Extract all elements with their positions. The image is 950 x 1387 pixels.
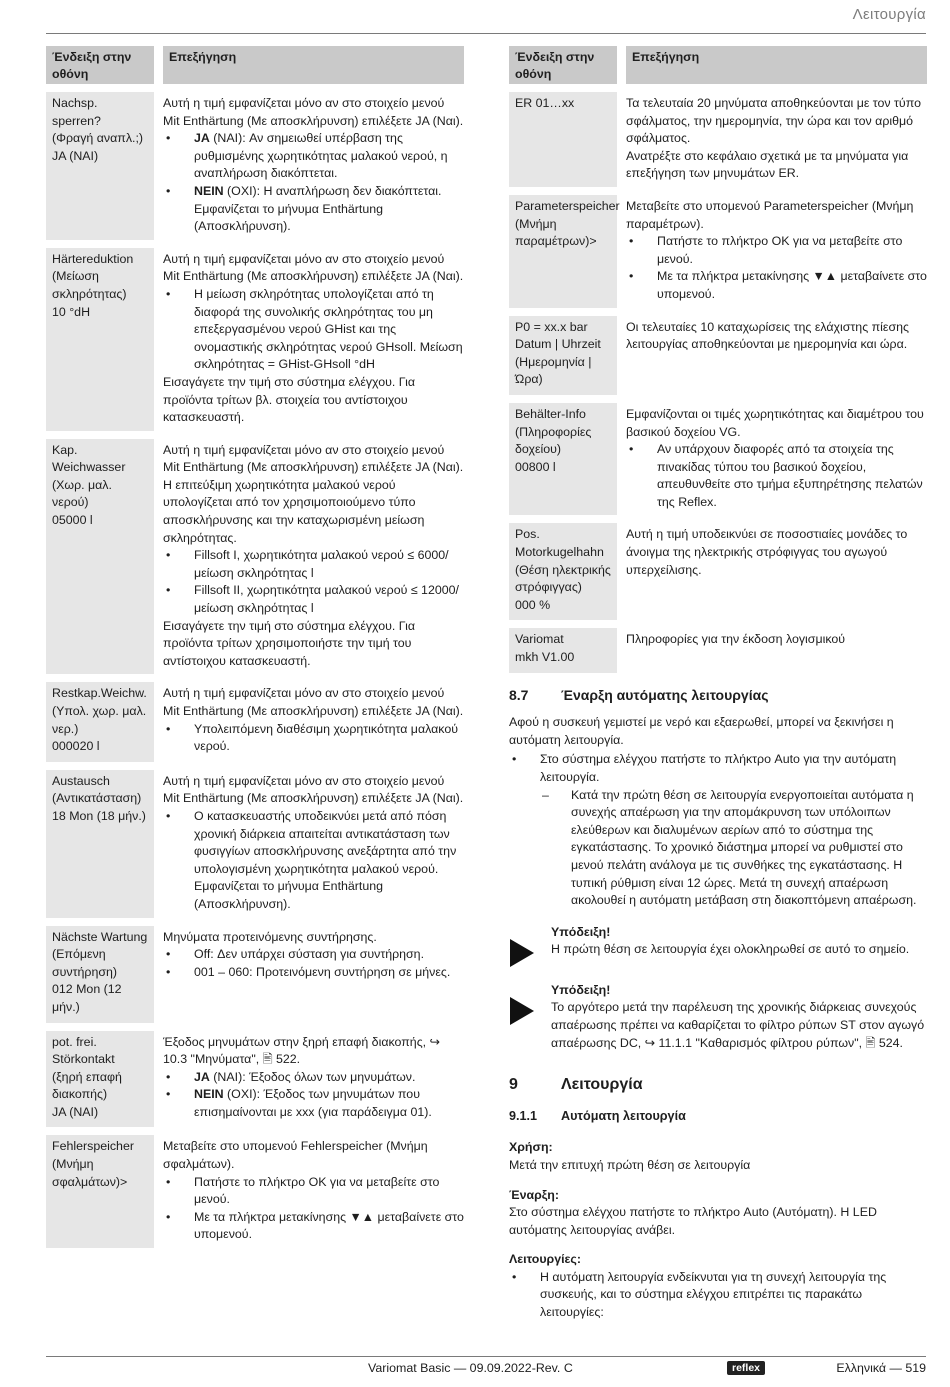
play-arrow-icon: [509, 982, 551, 1052]
section-8-7: [509, 687, 927, 1322]
bullet-list: [163, 130, 464, 236]
list-item: [163, 547, 464, 582]
explanation-cell: [163, 770, 464, 918]
left-table-header: [46, 46, 464, 84]
note-text: Η πρώτη θέση σε λειτουργία έχει ολοκληρωθεί σε αυτό το σημείο.: [551, 942, 910, 957]
display-cell: Härtereduktion (Μείωση σκληρότητας) 10 °dH: [46, 248, 154, 431]
list-item: [163, 1069, 464, 1087]
functions-label: Λειτουργίες:: [509, 1252, 582, 1267]
subsection-number: 9.1.1: [509, 1108, 538, 1123]
bullet-list: [509, 1269, 927, 1322]
table-row: [509, 523, 927, 620]
right-column: [509, 46, 927, 1334]
keyword: JA: [194, 131, 210, 146]
note-block: [509, 924, 927, 968]
display-cell: Parameterspeicher (Μνήμη παραμέτρων)>: [509, 195, 617, 308]
display-cell: Nachsp. sperren? (Φραγή αναπλ.;) JA (ΝΑΙ): [46, 92, 154, 240]
subsection-heading: [509, 1108, 927, 1126]
explanation-text: Μεταβείτε στο υπομενού Parameterspeicher (Μνήμη παραμέτρων).: [626, 198, 914, 231]
bullet-text: Fillsoft I, χωρητικότητα μαλακού νερού ≤ 6000/μείωση σκληρότητας l: [194, 548, 449, 580]
explanation-text: Εισαγάγετε την τιμή στο σύστημα ελέγχου. Για προϊόντα τρίτων χρησιμοποιήστε την τιμή του αντίστοιχου κατασκευαστή.: [163, 618, 415, 668]
display-cell: Austausch (Αντικατάσταση) 18 Mon (18 μήν.): [46, 770, 154, 918]
bullet-text: Off: Δεν υπάρχει σύσταση για συντήρηση.: [194, 947, 425, 962]
section-number: 8.7: [509, 686, 529, 703]
bullet-text: Fillsoft II, χωρητικότητα μαλακού νερού ≤ 12000/μείωση σκληρότητας l: [194, 583, 459, 616]
explanation-text: Εισαγάγετε την τιμή στο σύστημα ελέγχου. Για προϊόντα τρίτων βλ. στοιχεία του αντίστοιχου κατασκευαστή.: [163, 374, 415, 425]
display-cell: Pos. Motorkugelhahn (Θέση ηλεκτρικής στρόφιγγας) 000 %: [509, 523, 617, 620]
table-row: [46, 770, 464, 918]
list-item: [626, 441, 927, 511]
display-cell: Kap. Weichwasser (Χωρ. μαλ. νερού) 05000 l: [46, 439, 154, 675]
explanation-cell: [163, 1031, 464, 1128]
list-item: • Η αυτόματη λειτουργία ενδείκνυται για τη συνεχή λειτουργία της συσκευής, και το σύστημα ελέγχου επιτρέπει τις παρακάτω λειτουργίες:: [509, 1269, 927, 1322]
col-header-explanation: Επεξήγηση: [163, 46, 464, 84]
right-table-body: [509, 92, 927, 673]
explanation-cell: [626, 628, 927, 672]
chapter-title: Λειτουργία: [561, 1076, 643, 1094]
explanation-text: Οι τελευταίες 10 καταχωρίσεις της ελάχιστης πίεσης λειτουργίας αποθηκεύονται με ημερομηνία και ώρα.: [626, 319, 909, 352]
bullet-text: Υπολειπόμενη διαθέσιμη χωρητικότητα μαλακού νερού.: [194, 721, 458, 754]
bullet-list: [163, 946, 464, 981]
play-arrow-icon: [509, 924, 551, 968]
chapter-heading: [509, 1076, 927, 1094]
table-row: [46, 439, 464, 675]
table-row: [46, 926, 464, 1023]
explanation-cell: [163, 1135, 464, 1248]
explanation-text: Αυτή η τιμή εμφανίζεται μόνο αν στο στοιχείο μενού Mit Enthärtung (Με αποσκλήρυνση) επιλέξετε JA (Ναι).: [163, 96, 464, 128]
bullet-list: [163, 547, 464, 617]
start-text: Στο σύστημα ελέγχου πατήστε το πλήκτρο Auto (Αυτόματη). Η LED αυτόματης λειτουργίας ανάβει.: [509, 1205, 877, 1237]
explanation-cell: [163, 248, 464, 431]
footer-rule: [46, 1356, 926, 1357]
use-block: [509, 1139, 927, 1174]
chapter-number: 9: [509, 1076, 518, 1094]
bullet-text: Στο σύστημα ελέγχου πατήστε το πλήκτρο Auto για την αυτόματη λειτουργία.: [540, 752, 897, 784]
section-paragraph: Αφού η συσκευή γεμιστεί με νερό και εξαερωθεί, μπορεί να ξεκινήσει η αυτόματη λειτουργία.: [509, 715, 894, 747]
keyword: NEIN: [194, 1087, 224, 1102]
display-cell: Restkap.Weichw. (Υπολ. χωρ. μαλ. νερ.) 000020 l: [46, 682, 154, 761]
explanation-text: Πληροφορίες για την έκδοση λογισμικού: [626, 632, 846, 647]
bullet-text: (ΝΑΙ): Αν σημειωθεί υπέρβαση της ρυθμισμένης χωρητικότητας μαλακού νερού, η αναπλήρωση διακόπτεται.: [194, 131, 448, 181]
list-item: [163, 946, 464, 964]
explanation-cell: [163, 926, 464, 1023]
list-item: [163, 1086, 464, 1121]
table-row: [509, 628, 927, 672]
bullet-list: [163, 721, 464, 756]
note-heading: Υπόδειξη!: [551, 924, 611, 939]
table-row: [46, 682, 464, 761]
start-block: [509, 1187, 927, 1240]
bullet-text: Η μείωση σκληρότητας υπολογίζεται από τη διαφορά της συνολικής σκληρότητας του μη επεξεργασμένου νερού GHist και της ονομαστικής σκληρότητας νερού GHsoll. Μείωση σκληρότητας = GHist-GHsoll °dH: [194, 286, 463, 372]
bullet-list: [163, 286, 464, 374]
reflex-logo: reflex: [727, 1361, 765, 1375]
display-cell: Variomat mkh V1.00: [509, 628, 617, 672]
list-item: [163, 286, 464, 374]
section-title: Έναρξη αυτόματης λειτουργίας: [561, 686, 769, 703]
explanation-text: Έξοδος μηνυμάτων στην ξηρή επαφή διακοπής, ↪ 10.3 "Μηνύματα", 🖹 522.: [163, 1034, 440, 1067]
display-cell: Nächste Wartung (Επόμενη συντήρηση) 012 Mon (12 μήν.): [46, 926, 154, 1023]
list-item: [163, 1209, 464, 1244]
bullet-list: [163, 808, 464, 914]
bullet-list: [626, 233, 927, 303]
left-column: [46, 46, 464, 1256]
table-row: [509, 195, 927, 308]
col-header-display: Ένδειξη στην οθόνη: [509, 46, 617, 84]
page-header-title: Λειτουργία: [852, 6, 926, 23]
explanation-text: Αυτή η τιμή υποδεικνύει σε ποσοστιαίες μονάδες το άνοιγμα της ηλεκτρικής στρόφιγγας του αγωγού υπερχείλισης.: [626, 527, 908, 577]
display-cell: pot. frei. Störkontakt (ξηρή επαφή διακοπής) JA (ΝΑΙ): [46, 1031, 154, 1128]
footer-document-id: Variomat Basic — 09.09.2022-Rev. C: [368, 1361, 573, 1375]
functions-block: [509, 1251, 927, 1321]
table-row: [46, 1135, 464, 1248]
header-rule: [46, 33, 926, 34]
display-cell: Fehlerspeicher (Μνήμη σφαλμάτων)>: [46, 1135, 154, 1248]
explanation-text: Μεταβείτε στο υπομενού Fehlerspeicher (Μνήμη σφαλμάτων).: [163, 1139, 428, 1172]
note-heading: Υπόδειξη!: [551, 982, 611, 997]
explanation-text: Αυτή η τιμή εμφανίζεται μόνο αν στο στοιχείο μενού Mit Enthärtung (Με αποσκλήρυνση) επιλέξετε JA (Ναι).: [163, 251, 464, 284]
explanation-cell: [163, 682, 464, 761]
display-cell: Behälter-Info (Πληροφορίες δοχείου) 00800 l: [509, 403, 617, 516]
bullet-text: (ΝΑΙ): Έξοδος όλων των μηνυμάτων.: [209, 1069, 416, 1084]
list-item: [626, 268, 927, 303]
table-row: [509, 316, 927, 395]
bullet-text: (ΟΧΙ): Η αναπλήρωση δεν διακόπτεται. Εμφανίζεται το μήνυμα Enthärtung (Αποσκλήρυνση).: [194, 183, 442, 234]
page-footer: [46, 1360, 926, 1378]
explanation-cell: [163, 92, 464, 240]
left-table-body: [46, 92, 464, 1248]
section-heading: [509, 687, 927, 705]
col-header-explanation: Επεξήγηση: [626, 46, 927, 84]
bullet-text: Πατήστε το πλήκτρο OK για να μεταβείτε στο μενού.: [194, 1174, 440, 1207]
list-item: – Κατά την πρώτη θέση σε λειτουργία ενεργοποιείται αυτόματα η συνεχής απαέρωση για την απομάκρυνση των υπόλοιπων ελεύθερων και διαλυμένων αερίων από το σύστημα της εγκατάστασης. Το χρονικό διάστημα μπορεί να ρυθμιστεί στο μενού πελάτη ανάλογα με τις συνθήκες της εγκατάστασης. Η τυπική ρύθμιση είναι 12 ώρες. Μετά τη συνεχή απαέρωση ακολουθεί η αυτόματη μετάβαση στη διακοπτόμενη απαέρωση.: [540, 787, 927, 910]
list-item: [509, 751, 927, 909]
explanation-text: Αυτή η τιμή εμφανίζεται μόνο αν στο στοιχείο μενού Mit Enthärtung (Με αποσκλήρυνση) επιλέξετε JA (Ναι).: [163, 686, 464, 718]
explanation-text: Η επιτεύξιμη χωρητικότητα μαλακού νερού υπολογίζεται από τον χρησιμοποιούμενο τύπο αποσκλήρυνσης και την καταχωρισμένη μείωση σκληρότητας.: [163, 477, 425, 545]
bullet-text: Με τα πλήκτρα μετακίνησης ▼▲ μεταβαίνετε στο υπομενού.: [657, 269, 927, 301]
list-item: [163, 964, 464, 982]
keyword: NEIN: [194, 183, 224, 198]
footer-page-number: Ελληνικά — 519: [836, 1361, 926, 1375]
explanation-text: Αυτή η τιμή εμφανίζεται μόνο αν στο στοιχείο μενού Mit Enthärtung (Με αποσκλήρυνση) επιλέξετε JA (Ναι).: [163, 442, 464, 475]
bullet-list: [163, 1069, 464, 1122]
list-item: [163, 130, 464, 183]
start-label: Έναρξη:: [509, 1187, 559, 1202]
bullet-list: [509, 751, 927, 909]
table-row: [46, 248, 464, 431]
explanation-text: Αυτή η τιμή εμφανίζεται μόνο αν στο στοιχείο μενού Mit Enthärtung (Με αποσκλήρυνση) επιλέξετε JA (Ναι).: [163, 773, 464, 806]
use-label: Χρήση:: [509, 1140, 553, 1155]
table-row: [509, 403, 927, 516]
table-row: [509, 92, 927, 187]
list-item: [163, 582, 464, 617]
dash-list: [540, 787, 927, 910]
bullet-text: Με τα πλήκτρα μετακίνησης ▼▲ μεταβαίνετε στο υπομενού.: [194, 1209, 464, 1242]
list-item: [163, 183, 464, 236]
explanation-cell: [626, 195, 927, 308]
note-block: [509, 982, 927, 1052]
keyword: JA: [194, 1069, 210, 1084]
bullet-list: [626, 441, 927, 511]
explanation-text: Ανατρέξτε στο κεφάλαιο σχετικά με τα μηνύματα για επεξήγηση των μηνυμάτων ER.: [626, 148, 909, 181]
list-item: [626, 233, 927, 268]
bullet-text: 001 – 060: Προτεινόμενη συντήρηση σε μήνες.: [194, 964, 451, 979]
use-text: Μετά την επιτυχή πρώτη θέση σε λειτουργία: [509, 1157, 751, 1172]
explanation-text: Εμφανίζονται οι τιμές χωρητικότητας και διαμέτρου του βασικού δοχείου VG.: [626, 406, 924, 439]
explanation-cell: [626, 316, 927, 395]
bullet-text: Αν υπάρχουν διαφορές από τα στοιχεία της πινακίδας τύπου του βασικού δοχείου, απευθυνθείτε στο τμήμα εξυπηρέτησης πελατών της Reflex.: [657, 442, 923, 509]
bullet-text: Πατήστε το πλήκτρο OK για να μεταβείτε στο μενού.: [657, 234, 903, 266]
display-cell: P0 = xx.x bar Datum | Uhrzeit (Ημερομηνία | Ώρα): [509, 316, 617, 395]
bullet-text: Ο κατασκευαστής υποδεικνύει μετά από πόση χρονική διάρκεια απαιτείται αντικατάσταση των φυσιγγίων αποσκλήρυνσης ανεξάρτητα από την υπολογισμένη χωρητικότητα μαλακού νερού. Εμφανίζεται το μήνυμα Enthärtung (Αποσκλήρυνση).: [194, 808, 457, 911]
explanation-cell: [626, 92, 927, 187]
bullet-list: [163, 1174, 464, 1244]
subsection-title: Αυτόματη λειτουργία: [561, 1108, 686, 1123]
explanation-text: Μηνύματα προτεινόμενης συντήρησης.: [163, 929, 377, 944]
right-table-header: [509, 46, 927, 84]
col-header-display: Ένδειξη στην οθόνη: [46, 46, 154, 84]
bullet-text: (ΟΧΙ): Έξοδος των μηνυμάτων που επισημαίνονται με xxx (για παράδειγμα 01).: [194, 1087, 432, 1119]
explanation-cell: [626, 523, 927, 620]
explanation-text: Τα τελευταία 20 μηνύματα αποθηκεύονται με τον τύπο σφάλματος, την ημερομηνία, την ώρα και τον αριθμό σφάλματος.: [626, 96, 921, 146]
list-item: [163, 721, 464, 756]
list-item: [163, 808, 464, 914]
explanation-cell: [163, 439, 464, 675]
explanation-cell: [626, 403, 927, 516]
note-text: Το αργότερο μετά την παρέλευση της χρονικής διάρκειας συνεχούς απαέρωσης πρέπει να καθαρίζεται το φίλτρο ρύπων ST στον αγωγό απαέρωσης DC, ↪ 11.1.1 "Καθαρισμός φίλτρου ρύπων", 🖹 524.: [551, 1000, 925, 1050]
table-row: [46, 1031, 464, 1128]
list-item: [163, 1174, 464, 1209]
display-cell: ER 01…xx: [509, 92, 617, 187]
table-row: [46, 92, 464, 240]
